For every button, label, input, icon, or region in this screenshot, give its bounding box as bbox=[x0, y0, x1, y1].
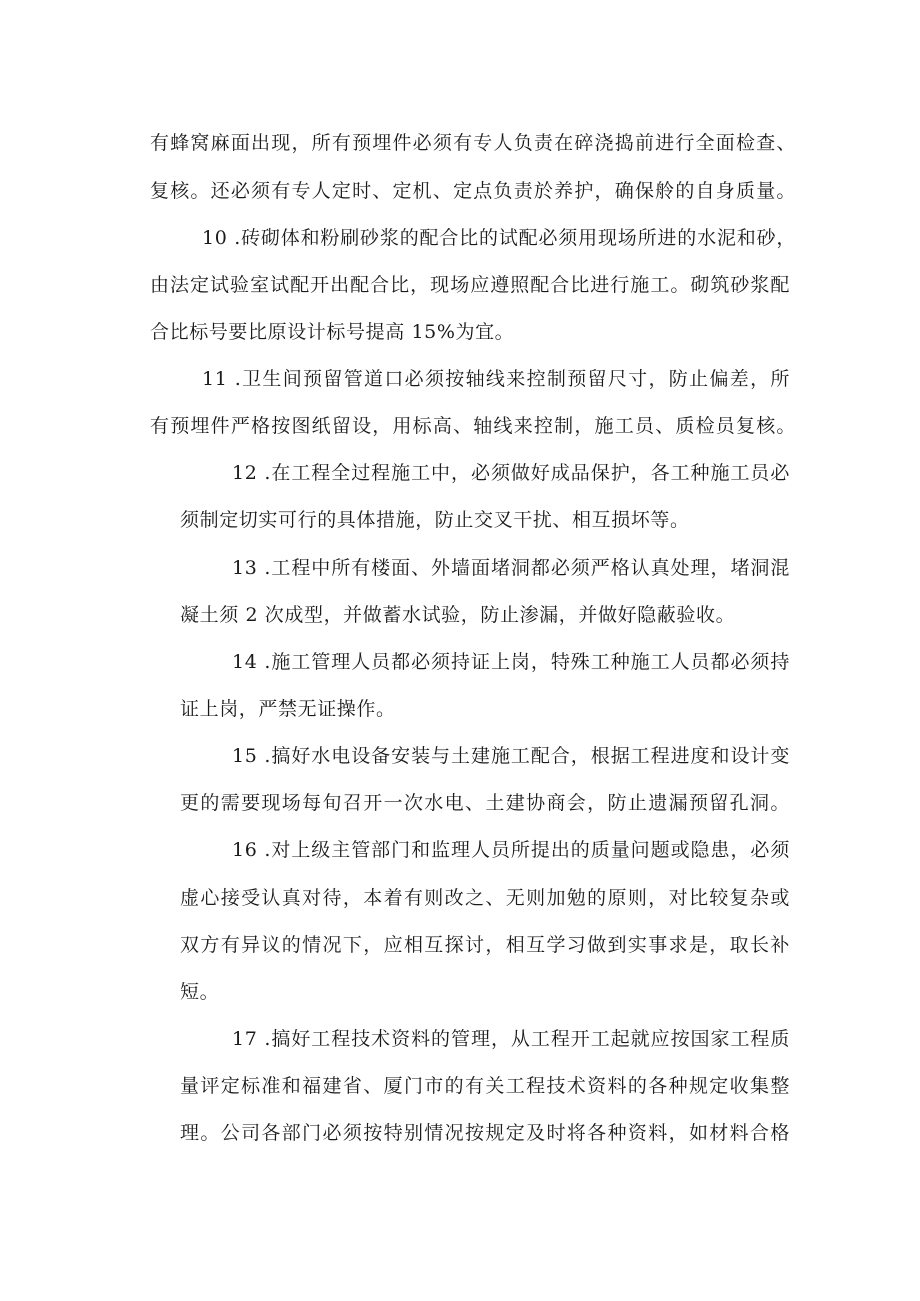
text-line: 合比标号要比原设计标号提高 15%为宜。 bbox=[150, 321, 515, 343]
text-line: 12 .在工程全过程施工中，必须做好成品保护，各工种施工员必 bbox=[232, 462, 790, 484]
text-line: 理。公司各部门必须按特别情况按规定及时将各种资料，如材料合格 bbox=[180, 1122, 790, 1144]
text-line: 复核。还必须有专人定时、定机、定点负责於养护，确保舲的自身质量。 bbox=[150, 180, 796, 202]
text-line: 16 .对上级主管部门和监理人员所提出的质量问题或隐患，必须 bbox=[232, 839, 790, 861]
text-line: 17 .搞好工程技术资料的管理，从工程开工起就应按国家工程质 bbox=[232, 1028, 790, 1050]
text-line: 凝土须 2 次成型，并做蓄水试验，防止渗漏，并做好隐蔽验收。 bbox=[180, 604, 736, 626]
text-line: 虚心接受认真对待，本着有则改之、无则加勉的原则，对比较复杂或 bbox=[180, 887, 790, 909]
text-line: 有预埋件严格按图纸留设，用标高、轴线来控制，施工员、质检员复核。 bbox=[150, 415, 796, 437]
text-line: 量评定标准和福建省、厦门市的有关工程技术资料的各种规定收集整 bbox=[180, 1075, 790, 1097]
text-line: 短。 bbox=[180, 981, 220, 1003]
text-line: 13 .工程中所有楼面、外墙面堵洞都必须严格认真处理，堵洞混 bbox=[232, 557, 790, 579]
text-line: 更的需要现场每旬召开一次水电、土建协商会，防止遗漏预留孔洞。 bbox=[180, 792, 790, 814]
text-line: 双方有异议的情况下，应相互探讨，相互学习做到实事求是，取长补 bbox=[180, 934, 790, 956]
text-line: 有蜂窝麻面出现，所有预埋件必须有专人负责在碎浇捣前进行全面检查、 bbox=[150, 132, 796, 154]
text-line: 11 .卫生间预留管道口必须按轴线来控制预留尺寸，防止偏差，所 bbox=[202, 368, 790, 390]
text-line: 证上岗，严禁无证操作。 bbox=[180, 698, 396, 720]
text-line: 15 .搞好水电设备安装与土建施工配合，根据工程进度和设计变 bbox=[232, 745, 790, 767]
text-line: 10 .砖砌体和粉刷砂浆的配合比的试配必须用现场所进的水泥和砂， bbox=[202, 227, 796, 249]
text-line: 须制定切实可行的具体措施，防止交叉干扰、相互损坏等。 bbox=[180, 509, 690, 531]
text-line: 14 .施工管理人员都必须持证上岗，特殊工种施工人员都必须持 bbox=[232, 651, 790, 673]
text-line: 由法定试验室试配开出配合比，现场应遵照配合比进行施工。砌筑砂浆配 bbox=[150, 274, 790, 296]
